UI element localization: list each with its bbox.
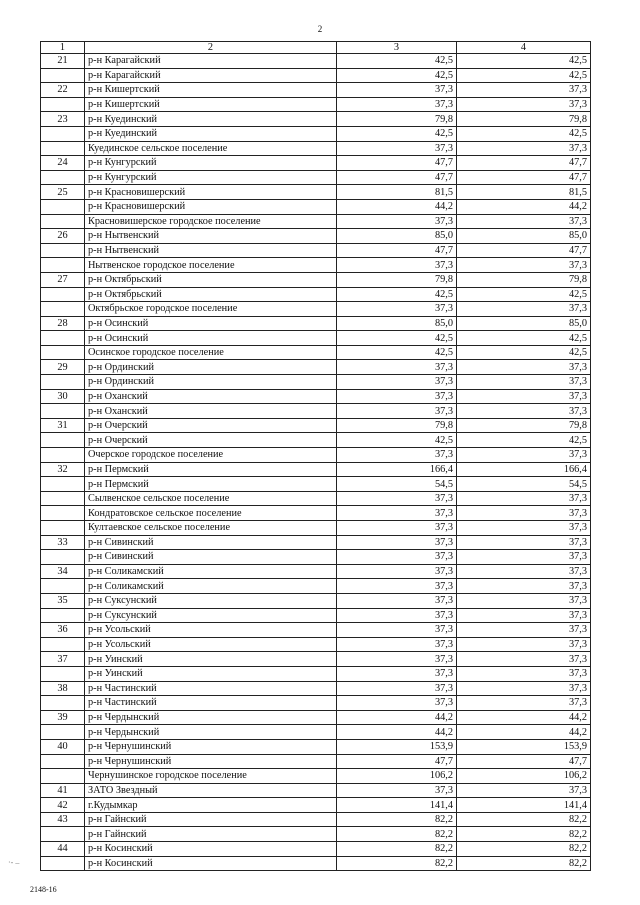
row-name: Чернушинское городское поселение [85, 769, 337, 784]
table-row [41, 608, 591, 623]
row-name: г.Кудымкар [85, 798, 337, 813]
row-value-4: 47,7 [457, 243, 591, 258]
row-value-3: 141,4 [337, 798, 457, 813]
table-row [41, 316, 591, 331]
row-number [41, 637, 85, 652]
header-col-2: 2 [85, 42, 337, 54]
row-number [41, 477, 85, 492]
row-name: р-н Сивинский [85, 550, 337, 565]
table-row [41, 637, 591, 652]
row-value-4: 37,3 [457, 564, 591, 579]
row-value-3: 44,2 [337, 199, 457, 214]
table-row [41, 389, 591, 404]
row-name: Октябрьское городское поселение [85, 302, 337, 317]
row-value-4: 85,0 [457, 229, 591, 244]
table-row [41, 623, 591, 638]
row-name: р-н Частинский [85, 681, 337, 696]
page-number: 2 [317, 24, 323, 34]
row-number [41, 579, 85, 594]
row-value-3: 42,5 [337, 68, 457, 83]
table-row [41, 666, 591, 681]
row-number [41, 769, 85, 784]
row-value-3: 79,8 [337, 112, 457, 127]
row-value-4: 42,5 [457, 68, 591, 83]
row-number: 39 [41, 710, 85, 725]
row-value-4: 37,3 [457, 491, 591, 506]
header-col-4: 4 [457, 42, 591, 54]
row-number [41, 491, 85, 506]
row-value-3: 47,7 [337, 754, 457, 769]
row-name: р-н Пермский [85, 462, 337, 477]
row-value-3: 85,0 [337, 316, 457, 331]
row-value-4: 42,5 [457, 287, 591, 302]
row-name: ЗАТО Звездный [85, 783, 337, 798]
row-number [41, 433, 85, 448]
table-row [41, 769, 591, 784]
row-value-4: 54,5 [457, 477, 591, 492]
row-name: Осинское городское поселение [85, 345, 337, 360]
table-row [41, 112, 591, 127]
row-number [41, 375, 85, 390]
data-table [40, 41, 591, 871]
row-name: р-н Ординский [85, 375, 337, 390]
row-value-4: 82,2 [457, 842, 591, 857]
row-number [41, 302, 85, 317]
row-value-4: 37,3 [457, 97, 591, 112]
row-number [41, 448, 85, 463]
row-name: р-н Красновишерский [85, 185, 337, 200]
row-number: 29 [41, 360, 85, 375]
row-number: 33 [41, 535, 85, 550]
row-number [41, 608, 85, 623]
row-name: р-н Очерский [85, 433, 337, 448]
table-row [41, 404, 591, 419]
table-row [41, 812, 591, 827]
table-row [41, 681, 591, 696]
row-value-3: 37,3 [337, 404, 457, 419]
row-value-4: 37,3 [457, 360, 591, 375]
row-value-4: 37,3 [457, 783, 591, 798]
table-row [41, 375, 591, 390]
row-name: р-н Чердынский [85, 725, 337, 740]
row-number: 30 [41, 389, 85, 404]
table-row [41, 214, 591, 229]
row-value-4: 37,3 [457, 593, 591, 608]
table-row [41, 433, 591, 448]
row-value-4: 42,5 [457, 331, 591, 346]
row-value-3: 37,3 [337, 535, 457, 550]
table-row [41, 97, 591, 112]
row-value-4: 37,3 [457, 666, 591, 681]
row-number [41, 126, 85, 141]
row-value-4: 37,3 [457, 521, 591, 536]
row-value-4: 37,3 [457, 258, 591, 273]
row-number: 32 [41, 462, 85, 477]
table-row [41, 477, 591, 492]
table-row [41, 491, 591, 506]
row-value-4: 37,3 [457, 608, 591, 623]
row-value-3: 42,5 [337, 54, 457, 69]
row-name: р-н Косинский [85, 842, 337, 857]
row-value-3: 37,3 [337, 681, 457, 696]
row-value-4: 37,3 [457, 214, 591, 229]
row-value-3: 82,2 [337, 842, 457, 857]
row-name: р-н Уинский [85, 652, 337, 667]
row-value-4: 37,3 [457, 623, 591, 638]
row-value-4: 42,5 [457, 126, 591, 141]
row-value-4: 44,2 [457, 710, 591, 725]
row-name: р-н Кунгурский [85, 170, 337, 185]
row-value-4: 37,3 [457, 579, 591, 594]
row-value-3: 44,2 [337, 725, 457, 740]
row-number: 43 [41, 812, 85, 827]
row-value-3: 37,3 [337, 491, 457, 506]
row-name: р-н Суксунский [85, 608, 337, 623]
row-number: 37 [41, 652, 85, 667]
row-value-3: 37,3 [337, 696, 457, 711]
row-value-4: 82,2 [457, 812, 591, 827]
row-value-3: 37,3 [337, 83, 457, 98]
row-number: 22 [41, 83, 85, 98]
row-name: р-н Пермский [85, 477, 337, 492]
table-row [41, 243, 591, 258]
row-value-3: 37,3 [337, 783, 457, 798]
table-row [41, 331, 591, 346]
row-number [41, 666, 85, 681]
table-row [41, 126, 591, 141]
row-value-4: 37,3 [457, 637, 591, 652]
table-row [41, 54, 591, 69]
row-number: 23 [41, 112, 85, 127]
table-body [41, 54, 591, 871]
table-row [41, 287, 591, 302]
table-row [41, 156, 591, 171]
row-value-4: 37,3 [457, 681, 591, 696]
header-col-1: 1 [41, 42, 85, 54]
row-name: р-н Усольский [85, 623, 337, 638]
row-name: р-н Очерский [85, 418, 337, 433]
header-col-3: 3 [337, 42, 457, 54]
row-name: р-н Гайнский [85, 812, 337, 827]
row-name: р-н Осинский [85, 331, 337, 346]
row-value-4: 37,3 [457, 550, 591, 565]
row-value-3: 37,3 [337, 375, 457, 390]
scan-mark: ·- – [8, 858, 20, 867]
table-row [41, 506, 591, 521]
row-number: 21 [41, 54, 85, 69]
table-row [41, 739, 591, 754]
row-value-3: 79,8 [337, 272, 457, 287]
row-name: Кондратовское сельское поселение [85, 506, 337, 521]
row-value-4: 82,2 [457, 827, 591, 842]
row-number [41, 170, 85, 185]
row-value-4: 79,8 [457, 112, 591, 127]
row-name: Нытвенское городское поселение [85, 258, 337, 273]
row-value-3: 85,0 [337, 229, 457, 244]
row-value-4: 37,3 [457, 375, 591, 390]
row-name: р-н Куединский [85, 112, 337, 127]
row-number: 27 [41, 272, 85, 287]
row-value-4: 42,5 [457, 345, 591, 360]
row-name: р-н Сивинский [85, 535, 337, 550]
row-value-3: 37,3 [337, 550, 457, 565]
row-number: 40 [41, 739, 85, 754]
row-number [41, 754, 85, 769]
row-name: Куединское сельское поселение [85, 141, 337, 156]
row-name: р-н Кишертский [85, 83, 337, 98]
row-value-3: 37,3 [337, 360, 457, 375]
row-name: р-н Оханский [85, 389, 337, 404]
row-value-4: 37,3 [457, 302, 591, 317]
row-name: Сылвенское сельское поселение [85, 491, 337, 506]
row-number: 34 [41, 564, 85, 579]
row-number [41, 696, 85, 711]
table-row [41, 652, 591, 667]
row-name: р-н Октябрьский [85, 272, 337, 287]
row-value-4: 42,5 [457, 433, 591, 448]
table-row [41, 710, 591, 725]
table-row [41, 725, 591, 740]
row-name: р-н Чернушинский [85, 754, 337, 769]
row-name: р-н Чернушинский [85, 739, 337, 754]
row-number [41, 506, 85, 521]
row-value-3: 166,4 [337, 462, 457, 477]
table-row [41, 345, 591, 360]
row-value-3: 37,3 [337, 389, 457, 404]
row-value-4: 166,4 [457, 462, 591, 477]
row-name: р-н Чердынский [85, 710, 337, 725]
row-value-3: 81,5 [337, 185, 457, 200]
row-value-3: 42,5 [337, 126, 457, 141]
row-number [41, 331, 85, 346]
row-value-4: 37,3 [457, 141, 591, 156]
row-number [41, 258, 85, 273]
row-value-3: 37,3 [337, 579, 457, 594]
row-number: 26 [41, 229, 85, 244]
row-name: р-н Кунгурский [85, 156, 337, 171]
table-row [41, 418, 591, 433]
row-value-4: 37,3 [457, 506, 591, 521]
row-value-3: 47,7 [337, 170, 457, 185]
row-value-4: 37,3 [457, 448, 591, 463]
table-row [41, 798, 591, 813]
row-value-4: 153,9 [457, 739, 591, 754]
row-number: 31 [41, 418, 85, 433]
row-value-4: 85,0 [457, 316, 591, 331]
table-row [41, 170, 591, 185]
table-row [41, 579, 591, 594]
row-number [41, 725, 85, 740]
row-number [41, 243, 85, 258]
row-number: 36 [41, 623, 85, 638]
row-value-3: 42,5 [337, 433, 457, 448]
row-value-4: 37,3 [457, 389, 591, 404]
row-value-3: 37,3 [337, 652, 457, 667]
table-row [41, 360, 591, 375]
table-row [41, 783, 591, 798]
row-number: 35 [41, 593, 85, 608]
row-value-3: 37,3 [337, 608, 457, 623]
row-name: р-н Косинский [85, 856, 337, 871]
row-number [41, 199, 85, 214]
table-row [41, 199, 591, 214]
row-value-4: 44,2 [457, 725, 591, 740]
row-value-4: 79,8 [457, 272, 591, 287]
row-value-3: 37,3 [337, 214, 457, 229]
row-value-3: 37,3 [337, 506, 457, 521]
row-value-3: 47,7 [337, 156, 457, 171]
row-value-3: 37,3 [337, 448, 457, 463]
row-value-4: 37,3 [457, 404, 591, 419]
row-value-3: 37,3 [337, 97, 457, 112]
row-value-3: 106,2 [337, 769, 457, 784]
table-row [41, 842, 591, 857]
row-number [41, 345, 85, 360]
row-number [41, 68, 85, 83]
row-number: 42 [41, 798, 85, 813]
row-name: р-н Частинский [85, 696, 337, 711]
table-row [41, 593, 591, 608]
row-value-3: 54,5 [337, 477, 457, 492]
row-name: р-н Красновишерский [85, 199, 337, 214]
row-number: 38 [41, 681, 85, 696]
row-value-4: 37,3 [457, 83, 591, 98]
table-row [41, 229, 591, 244]
row-value-4: 47,7 [457, 170, 591, 185]
table-row [41, 827, 591, 842]
row-value-3: 82,2 [337, 856, 457, 871]
row-name: р-н Октябрьский [85, 287, 337, 302]
table-row [41, 535, 591, 550]
row-name: Култаевское сельское поселение [85, 521, 337, 536]
table-row [41, 462, 591, 477]
row-number: 41 [41, 783, 85, 798]
row-name: Красновишерское городское поселение [85, 214, 337, 229]
row-value-4: 82,2 [457, 856, 591, 871]
row-value-4: 37,3 [457, 535, 591, 550]
table-row [41, 83, 591, 98]
table-row [41, 550, 591, 565]
row-value-3: 79,8 [337, 418, 457, 433]
table-row [41, 754, 591, 769]
row-value-4: 37,3 [457, 696, 591, 711]
row-name: р-н Суксунский [85, 593, 337, 608]
table-row [41, 258, 591, 273]
row-name: р-н Куединский [85, 126, 337, 141]
table-row [41, 302, 591, 317]
table-row [41, 696, 591, 711]
table-row [41, 141, 591, 156]
table-row [41, 68, 591, 83]
row-number [41, 856, 85, 871]
row-value-3: 37,3 [337, 258, 457, 273]
row-name: р-н Оханский [85, 404, 337, 419]
row-value-3: 42,5 [337, 331, 457, 346]
row-value-3: 37,3 [337, 564, 457, 579]
row-value-3: 37,3 [337, 521, 457, 536]
row-number [41, 404, 85, 419]
row-number [41, 97, 85, 112]
header-row [41, 42, 591, 54]
row-value-4: 42,5 [457, 54, 591, 69]
row-value-4: 106,2 [457, 769, 591, 784]
row-name: р-н Гайнский [85, 827, 337, 842]
row-value-4: 44,2 [457, 199, 591, 214]
row-number [41, 214, 85, 229]
row-name: р-н Карагайский [85, 54, 337, 69]
table-row [41, 564, 591, 579]
row-value-4: 141,4 [457, 798, 591, 813]
row-number [41, 287, 85, 302]
table-row [41, 448, 591, 463]
row-name: р-н Нытвенский [85, 243, 337, 258]
row-name: р-н Уинский [85, 666, 337, 681]
row-name: р-н Соликамский [85, 579, 337, 594]
table-row [41, 856, 591, 871]
row-value-4: 47,7 [457, 156, 591, 171]
row-number [41, 827, 85, 842]
row-value-3: 42,5 [337, 287, 457, 302]
row-number [41, 521, 85, 536]
row-value-3: 47,7 [337, 243, 457, 258]
table-row [41, 185, 591, 200]
row-value-4: 47,7 [457, 754, 591, 769]
row-number: 44 [41, 842, 85, 857]
row-value-4: 79,8 [457, 418, 591, 433]
row-value-3: 37,3 [337, 623, 457, 638]
row-value-3: 37,3 [337, 141, 457, 156]
row-value-3: 44,2 [337, 710, 457, 725]
row-name: Очерское городское поселение [85, 448, 337, 463]
row-value-3: 82,2 [337, 827, 457, 842]
row-number: 25 [41, 185, 85, 200]
table-row [41, 272, 591, 287]
row-name: р-н Соликамский [85, 564, 337, 579]
row-number: 28 [41, 316, 85, 331]
row-value-4: 37,3 [457, 652, 591, 667]
table-row [41, 521, 591, 536]
row-number [41, 141, 85, 156]
row-name: р-н Карагайский [85, 68, 337, 83]
row-number [41, 550, 85, 565]
row-name: р-н Кишертский [85, 97, 337, 112]
row-value-3: 153,9 [337, 739, 457, 754]
row-value-3: 37,3 [337, 666, 457, 681]
row-value-3: 82,2 [337, 812, 457, 827]
row-number: 24 [41, 156, 85, 171]
row-value-3: 37,3 [337, 302, 457, 317]
row-name: р-н Усольский [85, 637, 337, 652]
row-value-3: 37,3 [337, 593, 457, 608]
document-code: 2148-16 [30, 885, 57, 894]
row-name: р-н Ординский [85, 360, 337, 375]
row-name: р-н Нытвенский [85, 229, 337, 244]
row-value-4: 81,5 [457, 185, 591, 200]
row-name: р-н Осинский [85, 316, 337, 331]
row-value-3: 42,5 [337, 345, 457, 360]
row-value-3: 37,3 [337, 637, 457, 652]
